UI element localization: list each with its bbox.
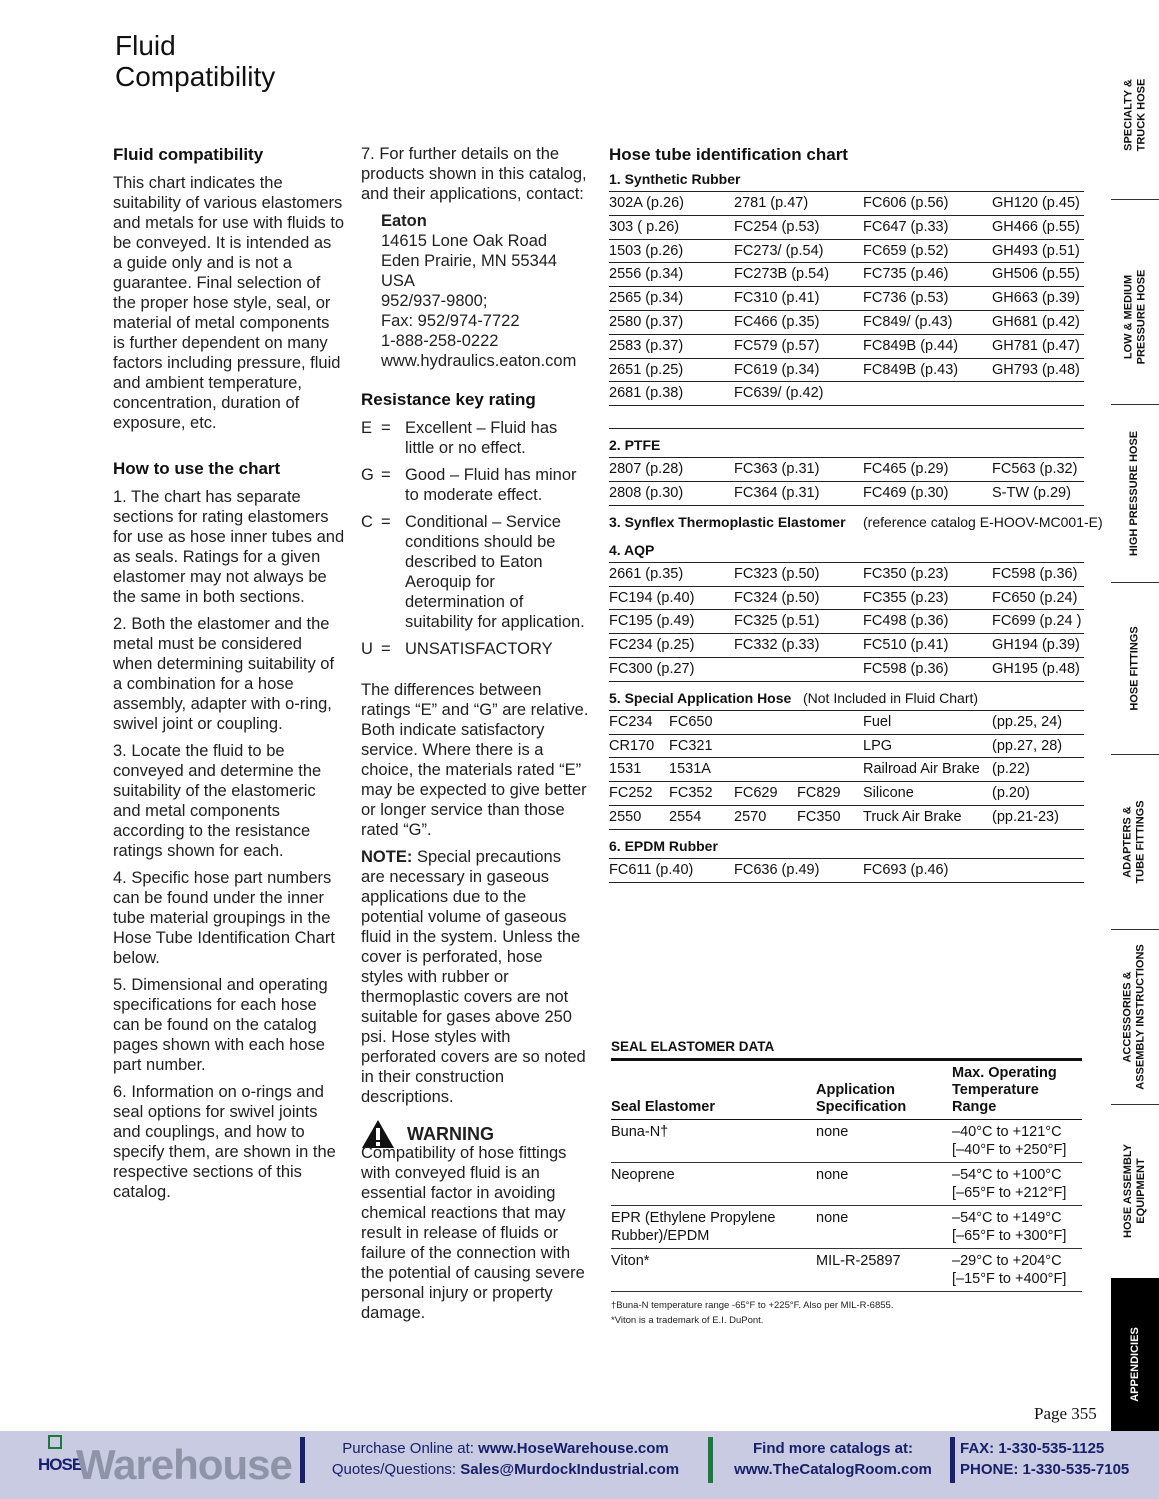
- key-item: [361, 465, 589, 505]
- seal-application-spec: MIL-R-25897: [816, 1253, 901, 1269]
- temp-fahrenheit: [–40°F to +250°F]: [952, 1142, 1067, 1158]
- section-synflex: [609, 512, 1103, 534]
- footer-divider: [300, 1437, 305, 1483]
- page-title: [115, 30, 275, 92]
- table-cell: GH793 (p.48): [992, 361, 1080, 378]
- purchase-label: Purchase Online at:: [342, 1440, 474, 1457]
- page-number: Page 355: [1034, 1404, 1097, 1423]
- table-cell: 2661 (p.35): [609, 565, 684, 582]
- table-cell: FC325 (p.51): [734, 613, 820, 630]
- table-row: [609, 311, 1084, 335]
- table-cell: 2651 (p.25): [609, 361, 684, 378]
- table-cell: FC647 (p.33): [863, 218, 949, 235]
- table-cell: FC466 (p.35): [734, 313, 820, 330]
- table-cell: FC363 (p.31): [734, 461, 820, 478]
- table-cell: [734, 658, 863, 681]
- table-cell: FC194 (p.40): [609, 589, 695, 606]
- warning-text: Compatibility of hose fittings with conveyed fluid is an essential factor in avoiding chemical reactions that may result in release of fluids or failure of the connection with the potential of causing severe personal injury or property damage.: [361, 1144, 585, 1322]
- section-synflex-label: 3. Synflex Thermoplastic Elastomer: [609, 513, 846, 530]
- table-cell: 303 ( p.26): [609, 218, 680, 235]
- table-cell: 1531: [609, 761, 642, 778]
- table-row: [609, 735, 1084, 759]
- key-equals: =: [381, 419, 391, 437]
- table-cell: (pp.21-23): [992, 808, 1059, 825]
- section-tab[interactable]: [1111, 404, 1159, 583]
- key-letter: G: [361, 466, 374, 484]
- table-row: [609, 710, 1084, 735]
- section-epdm: 6. EPDM Rubber: [609, 837, 718, 854]
- temp-celsius: –29°C to +204°C: [952, 1253, 1062, 1269]
- key-text: Conditional – Service conditions should be described to Eaton Aeroquip for determination of suitability for application.: [405, 513, 585, 631]
- table-row: [609, 335, 1084, 359]
- temp-celsius: –54°C to +149°C: [952, 1210, 1062, 1226]
- table-cell: FC310 (p.41): [734, 290, 820, 307]
- section-tab[interactable]: [1111, 1104, 1159, 1279]
- temp-fahrenheit: [–15°F to +400°F]: [952, 1271, 1067, 1287]
- footer-contact-block: [960, 1438, 1135, 1480]
- table-cell: FC849B (p.43): [863, 361, 959, 378]
- seal-table-header: [611, 1061, 1082, 1120]
- step-4: 4. Specific hose part numbers can be found under the inner tube material groupings in the Hose Tube Identification Chart below.: [113, 869, 335, 967]
- step-1: 1. The chart has separate sections for rating elastomers for use as hose inner tubes and as seals. Ratings for a given elastomer may not always be the same in both sections.: [113, 488, 345, 606]
- table-cell: [734, 711, 797, 734]
- section-special-note: (Not Included in Fluid Chart): [802, 689, 979, 706]
- step-6: 6. Information on o-rings and seal options for swivel joints and couplings, and how to specify them, are shown in the respective sections of this catalog.: [113, 1083, 336, 1201]
- seal-table-caption: SEAL ELASTOMER DATA: [611, 1038, 1082, 1061]
- table-cell: FC254 (p.53): [734, 218, 820, 235]
- table-cell: FC352: [669, 785, 713, 802]
- key-item: [361, 639, 589, 659]
- section-tab-label: [1129, 626, 1142, 710]
- table-cell: FC659 (p.52): [863, 242, 949, 259]
- table-row: [609, 634, 1084, 658]
- key-text: Good – Fluid has minor to moderate effect.: [405, 466, 577, 504]
- section-tab-label: [1122, 78, 1148, 151]
- seal-row: [611, 1120, 1082, 1163]
- table-cell: FC849/ (p.43): [863, 313, 953, 330]
- table-cell: [797, 735, 863, 758]
- table-cell: [992, 859, 1084, 882]
- seal-application-spec: none: [816, 1210, 849, 1226]
- section-5-rows: [609, 710, 1084, 830]
- table-row: [609, 359, 1084, 383]
- section-tab-label: [1122, 1144, 1148, 1238]
- table-cell: (pp.25, 24): [992, 713, 1063, 730]
- table-row: [609, 263, 1084, 287]
- table-cell: FC300 (p.27): [609, 660, 695, 677]
- warning-label: WARNING: [407, 1124, 494, 1144]
- logo-warehouse-text: Warehouse: [76, 1441, 292, 1488]
- seal-temperature-range: [952, 1252, 1082, 1288]
- title-line-1: Fluid: [115, 30, 176, 61]
- table-cell: GH506 (p.55): [992, 266, 1080, 283]
- table-cell: GH663 (p.39): [992, 290, 1080, 307]
- table-cell: 302A (p.26): [609, 195, 684, 211]
- section-special-application: [609, 688, 1084, 710]
- table-cell: FC355 (p.23): [863, 589, 949, 606]
- step-7: 7. For further details on the products shown in this catalog, and their applications, contact:: [361, 145, 587, 203]
- catalogs-label: Find more catalogs at:: [752, 1440, 914, 1457]
- section-tab[interactable]: [1111, 582, 1159, 755]
- quotes-email-link[interactable]: Sales@MurdockIndustrial.com: [460, 1461, 680, 1478]
- tab-label-line-2: TUBE FITTINGS: [1135, 799, 1148, 884]
- seal-footnote-2: *Viton is a trademark of E.I. DuPont.: [611, 1315, 764, 1326]
- table-cell: GH493 (p.51): [992, 242, 1080, 259]
- table-cell: 2781 (p.47): [734, 195, 809, 211]
- step-2: 2. Both the elastomer and the metal must be considered when determining suitability of a combination for a hose assembly, adapter with o-ring, swivel joint or coupling.: [113, 615, 335, 733]
- table-cell: 2681 (p.38): [609, 385, 684, 402]
- section-tab-label: [1129, 1327, 1142, 1402]
- table-cell: FC324 (p.50): [734, 589, 820, 606]
- column-1: [113, 144, 345, 1209]
- section-tab-label: [1129, 430, 1142, 555]
- seal-table-body: [611, 1120, 1082, 1292]
- section-tab[interactable]: [1111, 754, 1159, 930]
- seal-elastomer-name: EPR (Ethylene Propylene Rubber)/EPDM: [611, 1210, 776, 1244]
- table-cell: (p.22): [992, 761, 1030, 778]
- contact-country: USA: [381, 272, 415, 290]
- seal-elastomer-name: Buna-N†: [611, 1124, 669, 1140]
- header-seal-elastomer: Seal Elastomer: [611, 1099, 715, 1115]
- key-letter: U: [361, 640, 373, 658]
- tab-label-line-1: HIGH PRESSURE HOSE: [1128, 430, 1141, 556]
- table-row: [609, 216, 1084, 240]
- seal-footnote-1: †Buna-N temperature range -65°F to +225°F. Also per MIL-R-6855.: [611, 1300, 894, 1311]
- table-cell: Silicone: [863, 785, 914, 802]
- column-2: [361, 144, 589, 1330]
- table-row: [609, 240, 1084, 264]
- section-4-rows: [609, 562, 1084, 682]
- table-cell: [992, 382, 1084, 405]
- table-row: [609, 191, 1084, 216]
- logo-square-icon: [48, 1435, 62, 1449]
- seal-row: [611, 1163, 1082, 1206]
- seal-temperature-range: [952, 1166, 1082, 1202]
- quotes-line: [318, 1459, 693, 1480]
- header-application-spec: Application Specification: [816, 1082, 907, 1115]
- table-cell: GH195 (p.48): [992, 660, 1080, 677]
- contact-phone: 952/937-9800;: [381, 292, 488, 310]
- table-cell: GH781 (p.47): [992, 337, 1080, 354]
- table-cell: 2565 (p.34): [609, 290, 684, 307]
- table-cell: FC650: [669, 713, 713, 730]
- table-cell: [797, 711, 863, 734]
- seal-application-spec: none: [816, 1124, 849, 1140]
- table-cell: FC736 (p.53): [863, 290, 949, 307]
- table-row: [609, 587, 1084, 611]
- temp-celsius: –40°C to +121°C: [952, 1124, 1062, 1140]
- temp-fahrenheit: [–65°F to +212°F]: [952, 1185, 1067, 1201]
- tab-label-line-1: LOW & MEDIUM: [1122, 274, 1134, 359]
- seal-elastomer-name: Viton*: [611, 1253, 650, 1269]
- table-cell: FC735 (p.46): [863, 266, 949, 283]
- table-cell: FC321: [669, 737, 713, 754]
- contact-block: [361, 211, 589, 371]
- table-cell: 2550: [609, 808, 642, 825]
- table-cell: FC234: [609, 713, 653, 730]
- table-cell: FC829: [797, 785, 841, 802]
- table-cell: 1531A: [669, 761, 711, 778]
- footer-phone: PHONE: 1-330-535-7105: [960, 1461, 1130, 1478]
- table-cell: 2807 (p.28): [609, 461, 684, 478]
- seal-elastomer-name: Neoprene: [611, 1167, 675, 1183]
- step-5: 5. Dimensional and operating specifications for each hose can be found on the catalog pages shown with each hose part number.: [113, 976, 328, 1074]
- contact-fax: Fax: 952/974-7722: [381, 312, 520, 330]
- key-letter: E: [361, 419, 373, 437]
- section-ptfe: 2. PTFE: [609, 437, 661, 454]
- table-cell: FC598 (p.36): [863, 660, 949, 677]
- table-row: [609, 806, 1084, 830]
- contact-address-2: Eden Prairie, MN 55344: [381, 252, 558, 270]
- table-cell: FC252: [609, 785, 653, 802]
- temp-celsius: –54°C to +100°C: [952, 1167, 1062, 1183]
- note-label: NOTE:: [361, 848, 413, 866]
- table-cell: FC606 (p.56): [863, 195, 949, 211]
- key-item: [361, 512, 589, 632]
- header-max-temp: Max. Operating Temperature Range: [952, 1065, 1057, 1115]
- table-row: [609, 658, 1084, 682]
- table-cell: [734, 758, 797, 781]
- table-cell: Railroad Air Brake: [863, 761, 980, 778]
- table-cell: FC350: [797, 808, 841, 825]
- table-row: [609, 610, 1084, 634]
- blank-row: [609, 406, 1084, 429]
- hose-tube-chart: [609, 144, 1103, 883]
- section-special-label: 5. Special Application Hose: [609, 689, 792, 706]
- catalogs-link[interactable]: www.TheCatalogRoom.com: [734, 1461, 932, 1478]
- key-text: Excellent – Fluid has little or no effect.: [405, 419, 558, 457]
- key-equals: =: [381, 640, 391, 658]
- logo-hose-text: HOSE: [38, 1455, 83, 1474]
- table-cell: FC273B (p.54): [734, 266, 830, 283]
- section-tab-label: [1122, 800, 1148, 883]
- key-text: UNSATISFACTORY: [405, 640, 553, 658]
- quotes-label: Quotes/Questions:: [331, 1461, 457, 1478]
- seal-temperature-range: [952, 1123, 1082, 1159]
- tab-label-line-1: ACCESSORIES &: [1122, 970, 1134, 1063]
- tab-label-line-1: HOSE FITTINGS: [1128, 625, 1141, 711]
- table-cell: FC350 (p.23): [863, 565, 949, 582]
- heading-fluid-compatibility: Fluid compatibility: [113, 145, 264, 164]
- table-cell: CR170: [609, 737, 655, 754]
- table-cell: FC619 (p.34): [734, 361, 820, 378]
- tab-label-line-1: APPENDICIES: [1128, 1327, 1141, 1402]
- table-row: [609, 287, 1084, 311]
- table-cell: FC639/ (p.42): [734, 385, 824, 402]
- footer-divider: [950, 1437, 955, 1483]
- temp-fahrenheit: [–65°F to +300°F]: [952, 1228, 1067, 1244]
- footer-fax: FAX: 1-330-535-1125: [960, 1440, 1105, 1457]
- table-cell: FC629: [734, 785, 778, 802]
- table-cell: FC598 (p.36): [992, 565, 1078, 582]
- footer-purchase-block: [318, 1438, 693, 1480]
- section-tab[interactable]: [1111, 1278, 1159, 1452]
- note-paragraph: [361, 847, 589, 1107]
- tab-label-line-2: TRUCK HOSE: [1135, 78, 1148, 151]
- purchase-link[interactable]: www.HoseWarehouse.com: [478, 1440, 669, 1457]
- differences-paragraph: The differences between ratings “E” and “G” are relative. Both indicate satisfactory service. Where there is a choice, the materials rated “E” may be expected to give better or longer service than those rated “G”.: [361, 681, 589, 839]
- table-cell: (pp.27, 28): [992, 737, 1063, 754]
- table-cell: FC650 (p.24): [992, 589, 1078, 606]
- section-synthetic-rubber: 1. Synthetic Rubber: [609, 171, 741, 187]
- key-equals: =: [381, 513, 391, 531]
- chart-title: Hose tube identification chart: [609, 145, 848, 164]
- table-cell: Truck Air Brake: [863, 808, 962, 825]
- section-aqp: 4. AQP: [609, 541, 655, 558]
- tab-label-line-2: EQUIPMENT: [1135, 1158, 1147, 1224]
- contact-address-1: 14615 Lone Oak Road: [381, 232, 548, 250]
- seal-application-spec: none: [816, 1167, 849, 1183]
- table-row: [609, 382, 1084, 406]
- heading-how-to-use: How to use the chart: [113, 459, 281, 478]
- contact-name: Eaton: [381, 212, 427, 230]
- table-cell: Fuel: [863, 713, 892, 730]
- section-2-rows: [609, 457, 1084, 506]
- seal-row: [611, 1249, 1082, 1292]
- table-row: [609, 758, 1084, 782]
- seal-row: [611, 1206, 1082, 1249]
- table-cell: GH681 (p.42): [992, 313, 1080, 330]
- table-cell: (p.20): [992, 785, 1030, 802]
- table-cell: GH120 (p.45): [992, 195, 1080, 211]
- title-line-2: Compatibility: [115, 61, 276, 92]
- key-item: [361, 418, 589, 458]
- section-1-rows: [609, 191, 1084, 406]
- table-row: [609, 457, 1084, 482]
- footer-catalog-block: [722, 1438, 944, 1480]
- table-row: [609, 562, 1084, 587]
- heading-resistance-key: Resistance key rating: [361, 390, 536, 409]
- table-cell: FC195 (p.49): [609, 613, 695, 630]
- seal-elastomer-table: [611, 1038, 1082, 1328]
- note-text: Special precautions are necessary in gaseous applications due to the potential volume of gaseous fluid in the system. Unless the cover is perforated, hose styles with rubber or thermoplastic covers are not suitable for gases above 250 psi. Hose styles with perforated covers are so noted in their construction descriptions.: [361, 848, 586, 1106]
- table-cell: 2580 (p.37): [609, 313, 684, 330]
- table-cell: 2570: [734, 808, 767, 825]
- table-cell: FC273/ (p.54): [734, 242, 824, 259]
- table-cell: FC465 (p.29): [863, 461, 949, 478]
- contact-web-link[interactable]: www.hydraulics.eaton.com: [381, 352, 577, 370]
- table-cell: FC563 (p.32): [992, 461, 1078, 478]
- table-cell: 1503 (p.26): [609, 242, 684, 259]
- table-cell: [863, 382, 992, 405]
- footer-divider: [708, 1437, 713, 1483]
- table-cell: FC699 (p.24 ): [992, 613, 1082, 630]
- tab-label-line-1: ADAPTERS &: [1122, 805, 1135, 878]
- table-cell: FC611 (p.40): [609, 861, 694, 878]
- table-cell: GH466 (p.55): [992, 218, 1080, 235]
- table-cell: FC332 (p.33): [734, 637, 820, 654]
- table-cell: [734, 735, 797, 758]
- table-row: [609, 782, 1084, 806]
- tab-label-line-2: PRESSURE HOSE: [1135, 269, 1147, 364]
- seal-temperature-range: [952, 1209, 1082, 1245]
- table-cell: FC579 (p.57): [734, 337, 820, 354]
- key-letter: C: [361, 513, 373, 531]
- table-cell: FC498 (p.36): [863, 613, 949, 630]
- table-cell: 2554: [669, 808, 702, 825]
- tab-label-line-1: SPECIALTY &: [1122, 78, 1135, 151]
- table-row: [609, 482, 1084, 506]
- table-cell: 2808 (p.30): [609, 484, 684, 501]
- section-tab[interactable]: [1111, 30, 1159, 200]
- table-cell: FC636 (p.49): [734, 861, 820, 878]
- table-cell: LPG: [863, 737, 893, 754]
- table-cell: FC693 (p.46): [863, 861, 949, 878]
- section-tab-label: [1122, 269, 1148, 364]
- section-tab-label: [1122, 944, 1148, 1089]
- table-cell: FC849B (p.44): [863, 337, 959, 354]
- table-cell: [797, 758, 863, 781]
- table-cell: FC323 (p.50): [734, 565, 820, 582]
- key-equals: =: [381, 466, 391, 484]
- tab-label-line-2: ASSEMBLY INSTRUCTIONS: [1135, 943, 1147, 1090]
- table-cell: GH194 (p.39): [992, 637, 1080, 654]
- section-tab[interactable]: [1111, 229, 1159, 405]
- step-3: 3. Locate the fluid to be conveyed and determine the suitability of the elastomeric and metal components according to the resistance ratings shown for each.: [113, 742, 322, 860]
- table-cell: 2583 (p.37): [609, 337, 684, 354]
- table-row: [609, 858, 1084, 883]
- table-cell: FC510 (p.41): [863, 637, 949, 654]
- section-6-rows: [609, 858, 1084, 883]
- table-cell: 2556 (p.34): [609, 266, 684, 283]
- table-cell: S-TW (p.29): [992, 484, 1071, 501]
- tab-label-line-1: HOSE ASSEMBLY: [1122, 1144, 1134, 1238]
- section-synflex-reference: (reference catalog E-HOOV-MC001-E): [863, 513, 1103, 530]
- intro-paragraph: This chart indicates the suitability of various elastomers and metals for use with fluids to be conveyed. It is intended as a guide only and is not a guarantee. Final selection of the proper hose style, seal, or material of metal components is further dependent on many factors including pressure, fluid and ambient temperature, concentration, duration of exposure, etc.: [113, 174, 345, 432]
- table-cell: FC364 (p.31): [734, 484, 820, 501]
- table-cell: FC234 (p.25): [609, 637, 695, 654]
- contact-tollfree: 1-888-258-0222: [381, 332, 499, 350]
- purchase-line: [318, 1438, 693, 1459]
- section-tab[interactable]: [1111, 929, 1159, 1105]
- table-cell: FC469 (p.30): [863, 484, 949, 501]
